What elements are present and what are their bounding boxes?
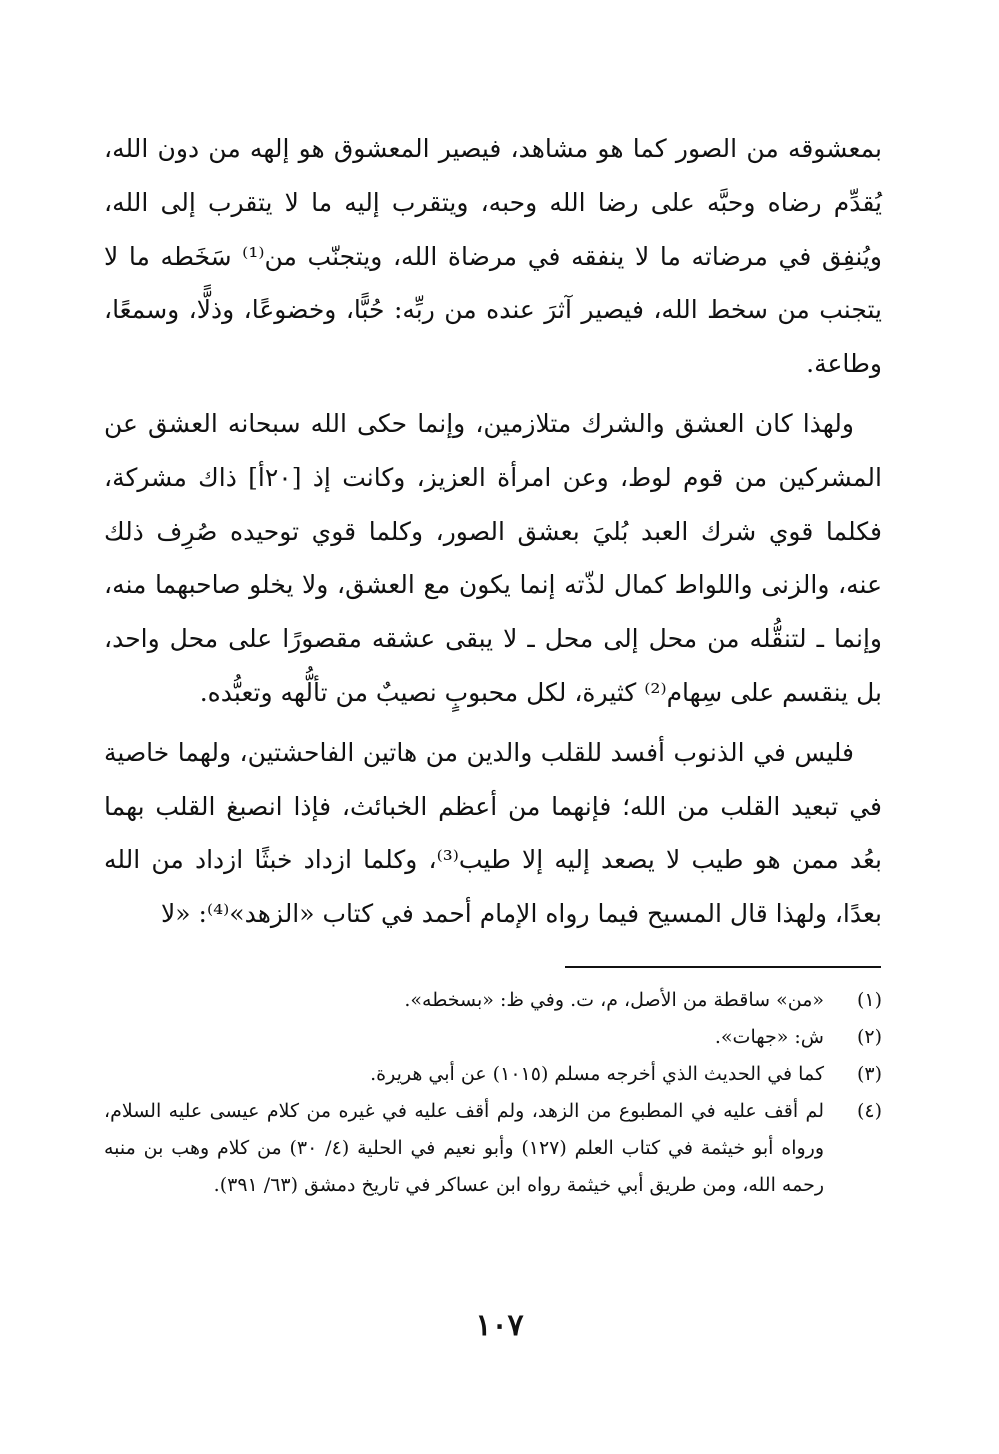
footnote-2 (104, 1019, 882, 1056)
footnote-text: لم أقف عليه في المطبوع من الزهد، ولم أقف عليه في غيره من كلام عيسى عليه السلام، ورواه أبو خيثمة في كتاب العلم (١٢٧) وأبو نعيم في الحلية (٤/ ٣٠) من كلام وهب بن منبه رحمه الله، ومن طريق أبي خيثمة رواه ابن عساكر في تاريخ دمشق (٦٣/ ٣٩١). (104, 1100, 824, 1196)
paragraph-2: ولهذا كان العشق والشرك متلازمين، وإنما حكى الله سبحانه العشق عن المشركين من قوم لوط، وعن امرأة العزيز، وكانت إذ [٢٠أ] ذاك مشركة، فكلما قوي شرك العبد بُليَ بعشق الصور، وكلما قوي توحيده صُرِف ذلك عنه، والزنى واللواط كمال لذّته إنما يكون مع العشق، ولا يخلو صاحبهما منه، وإنما ـ لتنقُّله من محل إلى محل ـ لا يبقى عشقه مقصورًا على محل واحد، بل ينقسم على سِهام⁽²⁾ كثيرة، لكل محبوبٍ نصيبٌ من تألُّهه وتعبُّده. (104, 408, 882, 707)
footnote-number: (١) (856, 989, 882, 1011)
footnotes (104, 982, 882, 1204)
footnote-3 (104, 1056, 882, 1093)
footnote-number: (٤) (856, 1100, 882, 1122)
footnote-4 (104, 1093, 882, 1204)
footnote-text: ش: «جهات». (714, 1026, 824, 1048)
footnote-separator (565, 966, 881, 968)
footnote-text: «من» ساقطة من الأصل، م، ت. وفي ظ: «بسخطه». (404, 989, 824, 1011)
main-text (104, 122, 882, 941)
footnote-number: (٢) (856, 1026, 882, 1048)
footnote-number: (٣) (856, 1063, 882, 1085)
footnote-1 (104, 982, 882, 1019)
page-number: ١٠٧ (475, 1308, 524, 1343)
paragraph-1: بمعشوقه من الصور كما هو مشاهد، فيصير المعشوق هو إلهه من دون الله، يُقدِّم رضاه وحبَّه على رضا الله وحبه، ويتقرب إليه ما لا يتقرب إلى الله، ويُنفِق في مرضاته ما لا ينفقه في مرضاة الله، ويتجنّب من⁽¹⁾ سَخَطه ما لا يتجنب من سخط الله، فيصير آثرَ عنده من ربِّه: حُبًّا، وخضوعًا، وذلًّا، وسمعًا، وطاعة. (104, 134, 882, 379)
paragraph-3: فليس في الذنوب أفسد للقلب والدين من هاتين الفاحشتين، ولهما خاصية في تبعيد القلب من الله؛ فإنهما من أعظم الخبائث، فإذا انصبغ القلب بهما بعُد ممن هو طيب لا يصعد إليه إلا طيب⁽³⁾، وكلما ازداد خبثًا ازداد من الله بعدًا، ولهذا قال المسيح فيما رواه الإمام أحمد في كتاب «الزهد»⁽⁴⁾: «لا (104, 737, 883, 929)
footnote-text: كما في الحديث الذي أخرجه مسلم (١٠١٥) عن أبي هريرة. (370, 1063, 824, 1085)
